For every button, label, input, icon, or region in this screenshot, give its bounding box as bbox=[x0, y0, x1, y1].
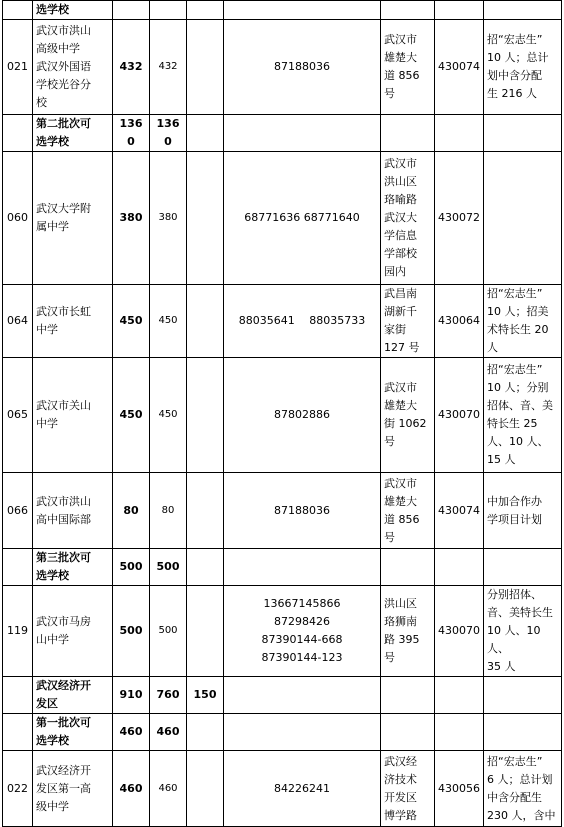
note-line: 10 人、10 人、 bbox=[487, 624, 541, 655]
address-line: 武昌南 bbox=[384, 287, 417, 300]
school-name-line: 第三批次可 bbox=[36, 551, 91, 564]
out-plan-cell bbox=[187, 152, 224, 285]
address-cell bbox=[381, 115, 435, 152]
address-line: 雄楚大 bbox=[384, 399, 417, 412]
school-code-cell: 060 bbox=[3, 152, 33, 285]
district-row bbox=[3, 677, 562, 714]
out-plan-cell: 150 bbox=[187, 677, 224, 714]
school-name-line: 选学校 bbox=[36, 569, 69, 582]
phone-line: 87188036 bbox=[274, 503, 330, 517]
note-line: 中加合作办 bbox=[487, 494, 542, 508]
note-cell bbox=[484, 115, 562, 152]
batch-group-row bbox=[3, 714, 562, 751]
school-code-cell bbox=[3, 115, 33, 152]
school-name-line: 武汉经济开 bbox=[36, 763, 91, 777]
school-row bbox=[3, 285, 562, 358]
in-plan-cell: 500 bbox=[150, 549, 187, 586]
out-plan-cell bbox=[187, 473, 224, 549]
address-line: 道 856 bbox=[384, 69, 420, 82]
in-plan-cell: 460 bbox=[150, 751, 187, 827]
in-plan-cell bbox=[150, 1, 187, 20]
school-name-line: 第一批次可 bbox=[36, 716, 91, 729]
phone-cell bbox=[224, 586, 381, 677]
zip-code-cell bbox=[435, 714, 484, 751]
note-cell bbox=[484, 549, 562, 586]
phone-line: 87298426 bbox=[274, 615, 330, 628]
zip-code-cell: 430074 bbox=[435, 20, 484, 115]
school-name-cell bbox=[33, 714, 113, 751]
address-line: 开发区 bbox=[384, 790, 417, 804]
plan-total-cell: 380 bbox=[113, 152, 150, 285]
address-cell bbox=[381, 586, 435, 677]
school-name-line: 校 bbox=[36, 96, 47, 109]
school-name-line: 武汉大学附 bbox=[36, 202, 91, 215]
school-code-cell bbox=[3, 677, 33, 714]
address-line: 园内 bbox=[384, 265, 406, 278]
address-line: 号 bbox=[384, 530, 395, 544]
note-line: 学项目计划 bbox=[487, 512, 542, 526]
note-line: 10 人；招美 bbox=[487, 305, 549, 318]
address-cell bbox=[381, 20, 435, 115]
address-cell bbox=[381, 473, 435, 549]
note-line: 230 人，含中 bbox=[487, 808, 556, 822]
address-line: 号 bbox=[384, 651, 395, 664]
phone-cell bbox=[224, 714, 381, 751]
note-line: 10 人；分别 bbox=[487, 381, 549, 394]
school-name-line: 武汉市关山 bbox=[36, 399, 91, 412]
note-cell bbox=[484, 285, 562, 358]
note-line: 划中含分配 bbox=[487, 69, 542, 82]
address-line: 街 1062 bbox=[384, 417, 427, 430]
school-row bbox=[3, 20, 562, 115]
batch-group-row bbox=[3, 549, 562, 586]
plan-total-cell: 460 bbox=[113, 714, 150, 751]
school-name-line: 高中国际部 bbox=[36, 512, 91, 526]
note-cell bbox=[484, 677, 562, 714]
school-name-cell bbox=[33, 285, 113, 358]
in-plan-cell: 432 bbox=[150, 20, 187, 115]
school-name-cell bbox=[33, 115, 113, 152]
address-cell bbox=[381, 714, 435, 751]
note-line: 招“宏志生” bbox=[487, 287, 543, 300]
school-name-line: 级中学 bbox=[36, 799, 69, 813]
plan-total-cell: 450 bbox=[113, 358, 150, 473]
zip-code-cell bbox=[435, 1, 484, 20]
plan-total-cell: 432 bbox=[113, 20, 150, 115]
note-line: 特长生 25 bbox=[487, 417, 538, 430]
phone-line: 13667145866 bbox=[263, 597, 341, 610]
plan-total-cell bbox=[113, 1, 150, 20]
zip-code-cell bbox=[435, 677, 484, 714]
address-line: 127 号 bbox=[384, 341, 420, 354]
address-line: 博学路 bbox=[384, 808, 417, 822]
out-plan-cell bbox=[187, 1, 224, 20]
school-name-line: 武汉市洪山 bbox=[36, 24, 91, 37]
note-line: 术特长生 20 bbox=[487, 323, 549, 336]
school-name-cell bbox=[33, 751, 113, 827]
note-line: 招“宏志生” bbox=[487, 754, 543, 768]
phone-line: 68771636 68771640 bbox=[244, 211, 360, 224]
address-line: 武汉经 bbox=[384, 754, 417, 768]
school-code-cell: 119 bbox=[3, 586, 33, 677]
school-name-cell bbox=[33, 586, 113, 677]
address-cell bbox=[381, 549, 435, 586]
phone-cell bbox=[224, 20, 381, 115]
address-line: 家街 bbox=[384, 323, 406, 336]
school-code-cell: 021 bbox=[3, 20, 33, 115]
note-line: 10 人；总计 bbox=[487, 51, 549, 64]
zip-code-cell: 430056 bbox=[435, 751, 484, 827]
note-line: 生 216 人 bbox=[487, 87, 537, 100]
address-line: 学部校 bbox=[384, 247, 417, 260]
address-line: 洪山区 bbox=[384, 175, 417, 188]
school-code-cell: 065 bbox=[3, 358, 33, 473]
table-body bbox=[3, 1, 562, 827]
in-plan-cell: 450 bbox=[150, 285, 187, 358]
school-name-line: 高级中学 bbox=[36, 42, 80, 55]
note-line: 音、美特长生 bbox=[487, 606, 553, 619]
school-name-line: 选学校 bbox=[36, 734, 69, 747]
school-row bbox=[3, 586, 562, 677]
school-name-line: 武汉外国语 bbox=[36, 60, 91, 73]
note-line: 6 人；总计划 bbox=[487, 772, 553, 786]
school-name-line: 武汉市马房 bbox=[36, 615, 91, 628]
school-name-line: 选学校 bbox=[36, 3, 69, 16]
address-cell bbox=[381, 152, 435, 285]
zip-code-cell bbox=[435, 549, 484, 586]
school-name-line: 山中学 bbox=[36, 633, 69, 646]
address-line: 武汉市 bbox=[384, 476, 417, 490]
phone-line: 87390144-668 bbox=[261, 633, 343, 646]
zip-code-cell bbox=[435, 115, 484, 152]
address-cell bbox=[381, 1, 435, 20]
school-name-line: 属中学 bbox=[36, 220, 69, 233]
note-line: 15 人 bbox=[487, 453, 516, 466]
phone-cell bbox=[224, 115, 381, 152]
school-name-line: 第二批次可 bbox=[36, 117, 91, 130]
school-name-cell bbox=[33, 358, 113, 473]
school-name-line: 中学 bbox=[36, 417, 58, 430]
plan-total-cell: 460 bbox=[113, 751, 150, 827]
note-line: 人 bbox=[487, 341, 498, 354]
zip-code-cell: 430070 bbox=[435, 358, 484, 473]
batch-group-row bbox=[3, 115, 562, 152]
phone-cell bbox=[224, 152, 381, 285]
school-row bbox=[3, 152, 562, 285]
school-name-line: 武汉市洪山 bbox=[36, 494, 91, 508]
school-row bbox=[3, 358, 562, 473]
school-name-cell bbox=[33, 473, 113, 549]
school-code-cell bbox=[3, 1, 33, 20]
note-cell bbox=[484, 473, 562, 549]
note-cell bbox=[484, 714, 562, 751]
school-row bbox=[3, 751, 562, 827]
note-cell bbox=[484, 358, 562, 473]
address-cell bbox=[381, 677, 435, 714]
address-line: 湖新千 bbox=[384, 305, 417, 318]
note-line: 招体、音、美 bbox=[487, 399, 553, 412]
phone-cell bbox=[224, 285, 381, 358]
note-cell bbox=[484, 20, 562, 115]
phone-line: 88035641 88035733 bbox=[238, 314, 366, 327]
address-line: 珞狮南 bbox=[384, 615, 417, 628]
zip-code-cell: 430070 bbox=[435, 586, 484, 677]
in-plan-cell: 1360 bbox=[150, 115, 187, 152]
address-line: 武汉市 bbox=[384, 381, 417, 394]
address-cell bbox=[381, 285, 435, 358]
out-plan-cell bbox=[187, 20, 224, 115]
address-line: 号 bbox=[384, 87, 395, 100]
school-name-line: 武汉经济开 bbox=[36, 679, 91, 692]
address-cell bbox=[381, 358, 435, 473]
address-line: 济技术 bbox=[384, 772, 417, 786]
school-name-cell bbox=[33, 549, 113, 586]
zip-code-cell: 430064 bbox=[435, 285, 484, 358]
phone-line: 87188036 bbox=[274, 60, 330, 73]
school-name-line: 中学 bbox=[36, 323, 58, 336]
school-name-line: 发区 bbox=[36, 697, 58, 710]
phone-cell bbox=[224, 358, 381, 473]
out-plan-cell bbox=[187, 586, 224, 677]
plan-total-cell: 80 bbox=[113, 473, 150, 549]
plan-total-cell: 500 bbox=[113, 586, 150, 677]
address-line: 雄楚大 bbox=[384, 494, 417, 508]
address-cell bbox=[381, 751, 435, 827]
note-cell bbox=[484, 1, 562, 20]
school-code-cell bbox=[3, 714, 33, 751]
school-name-cell bbox=[33, 20, 113, 115]
out-plan-cell bbox=[187, 714, 224, 751]
address-line: 路 395 bbox=[384, 633, 420, 646]
address-line: 雄楚大 bbox=[384, 51, 417, 64]
school-name-cell bbox=[33, 677, 113, 714]
phone-line: 84226241 bbox=[274, 781, 330, 795]
note-cell bbox=[484, 751, 562, 827]
out-plan-cell bbox=[187, 751, 224, 827]
note-cell bbox=[484, 152, 562, 285]
note-line: 人、10 人、 bbox=[487, 435, 549, 448]
school-name-line: 武汉市长虹 bbox=[36, 305, 91, 318]
school-code-cell: 022 bbox=[3, 751, 33, 827]
in-plan-cell: 450 bbox=[150, 358, 187, 473]
address-line: 珞喻路 bbox=[384, 193, 417, 206]
address-line: 洪山区 bbox=[384, 597, 417, 610]
school-row bbox=[3, 473, 562, 549]
plan-total-cell: 450 bbox=[113, 285, 150, 358]
note-line: 中含分配生 bbox=[487, 790, 542, 804]
phone-cell bbox=[224, 1, 381, 20]
school-name-cell bbox=[33, 152, 113, 285]
in-plan-cell: 380 bbox=[150, 152, 187, 285]
out-plan-cell bbox=[187, 115, 224, 152]
enrollment-table bbox=[2, 0, 562, 827]
note-line: 招“宏志生” bbox=[487, 363, 543, 376]
phone-cell bbox=[224, 473, 381, 549]
batch-group-row bbox=[3, 1, 562, 20]
address-line: 武汉市 bbox=[384, 33, 417, 46]
school-code-cell: 066 bbox=[3, 473, 33, 549]
phone-cell bbox=[224, 677, 381, 714]
in-plan-cell: 500 bbox=[150, 586, 187, 677]
address-line: 武汉市 bbox=[384, 157, 417, 170]
address-line: 道 856 bbox=[384, 512, 420, 526]
out-plan-cell bbox=[187, 549, 224, 586]
in-plan-cell: 80 bbox=[150, 473, 187, 549]
school-name-line: 学校光谷分 bbox=[36, 78, 91, 91]
plan-total-cell: 1360 bbox=[113, 115, 150, 152]
school-name-line: 选学校 bbox=[36, 135, 69, 148]
plan-total-cell: 910 bbox=[113, 677, 150, 714]
zip-code-cell: 430072 bbox=[435, 152, 484, 285]
in-plan-cell: 460 bbox=[150, 714, 187, 751]
note-line: 分别招体、 bbox=[487, 588, 542, 601]
zip-code-cell: 430074 bbox=[435, 473, 484, 549]
phone-cell bbox=[224, 549, 381, 586]
phone-line: 87390144-123 bbox=[261, 651, 343, 664]
note-line: 35 人 bbox=[487, 660, 516, 673]
in-plan-cell: 760 bbox=[150, 677, 187, 714]
plan-total-cell: 500 bbox=[113, 549, 150, 586]
school-code-cell bbox=[3, 549, 33, 586]
note-line: 招“宏志生” bbox=[487, 33, 543, 46]
school-name-line: 发区第一高 bbox=[36, 781, 91, 795]
phone-line: 87802886 bbox=[274, 408, 330, 421]
note-cell bbox=[484, 586, 562, 677]
out-plan-cell bbox=[187, 285, 224, 358]
out-plan-cell bbox=[187, 358, 224, 473]
phone-cell bbox=[224, 751, 381, 827]
address-line: 武汉大 bbox=[384, 211, 417, 224]
address-line: 号 bbox=[384, 435, 395, 448]
address-line: 学信息 bbox=[384, 229, 417, 242]
school-code-cell: 064 bbox=[3, 285, 33, 358]
school-name-cell bbox=[33, 1, 113, 20]
